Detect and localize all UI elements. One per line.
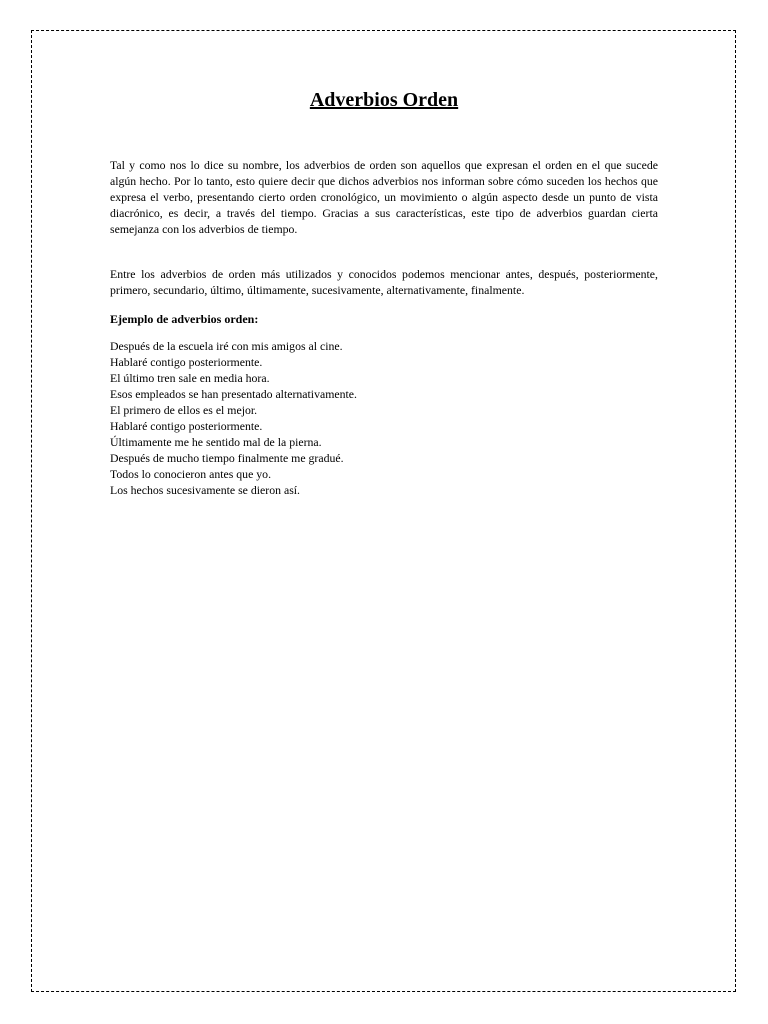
example-item: El último tren sale en media hora. bbox=[110, 371, 270, 385]
examples-list bbox=[110, 338, 357, 498]
example-item: Todos lo conocieron antes que yo. bbox=[110, 467, 272, 481]
example-item: Esos empleados se han presentado alternativamente. bbox=[110, 387, 357, 401]
example-item: Hablaré contigo posteriormente. bbox=[110, 419, 263, 433]
example-item: Últimamente me he sentido mal de la pierna. bbox=[110, 435, 322, 449]
examples-heading: Ejemplo de adverbios orden: bbox=[110, 312, 259, 326]
intro-paragraph: Tal y como nos lo dice su nombre, los adverbios de orden son aquellos que expresan el orden en el que sucede algún hecho. Por lo tanto, esto quiere decir que dichos adverbios nos informan sobre cómo suceden los hechos que expresa el verbo, presentando cierto orden cronológico, un movimiento o algún aspecto desde un punto de vista diacrónico, es decir, a través del tiempo. Gracias a sus características, este tipo de adverbios guardan cierta semejanza con los adverbios de tiempo. bbox=[110, 158, 658, 236]
example-item: Los hechos sucesivamente se dieron así. bbox=[110, 483, 301, 497]
page-title: Adverbios Orden bbox=[309, 89, 459, 111]
example-item: Después de la escuela iré con mis amigos al cine. bbox=[110, 339, 343, 353]
example-item: El primero de ellos es el mejor. bbox=[110, 403, 258, 417]
adverbs-list-paragraph: Entre los adverbios de orden más utilizados y conocidos podemos mencionar antes, después, posteriormente, primero, secundario, último, últimamente, sucesivamente, alternativamente, finalmente. bbox=[110, 267, 658, 297]
example-item: Después de mucho tiempo finalmente me gradué. bbox=[110, 451, 344, 465]
example-item: Hablaré contigo posteriormente. bbox=[110, 355, 263, 369]
